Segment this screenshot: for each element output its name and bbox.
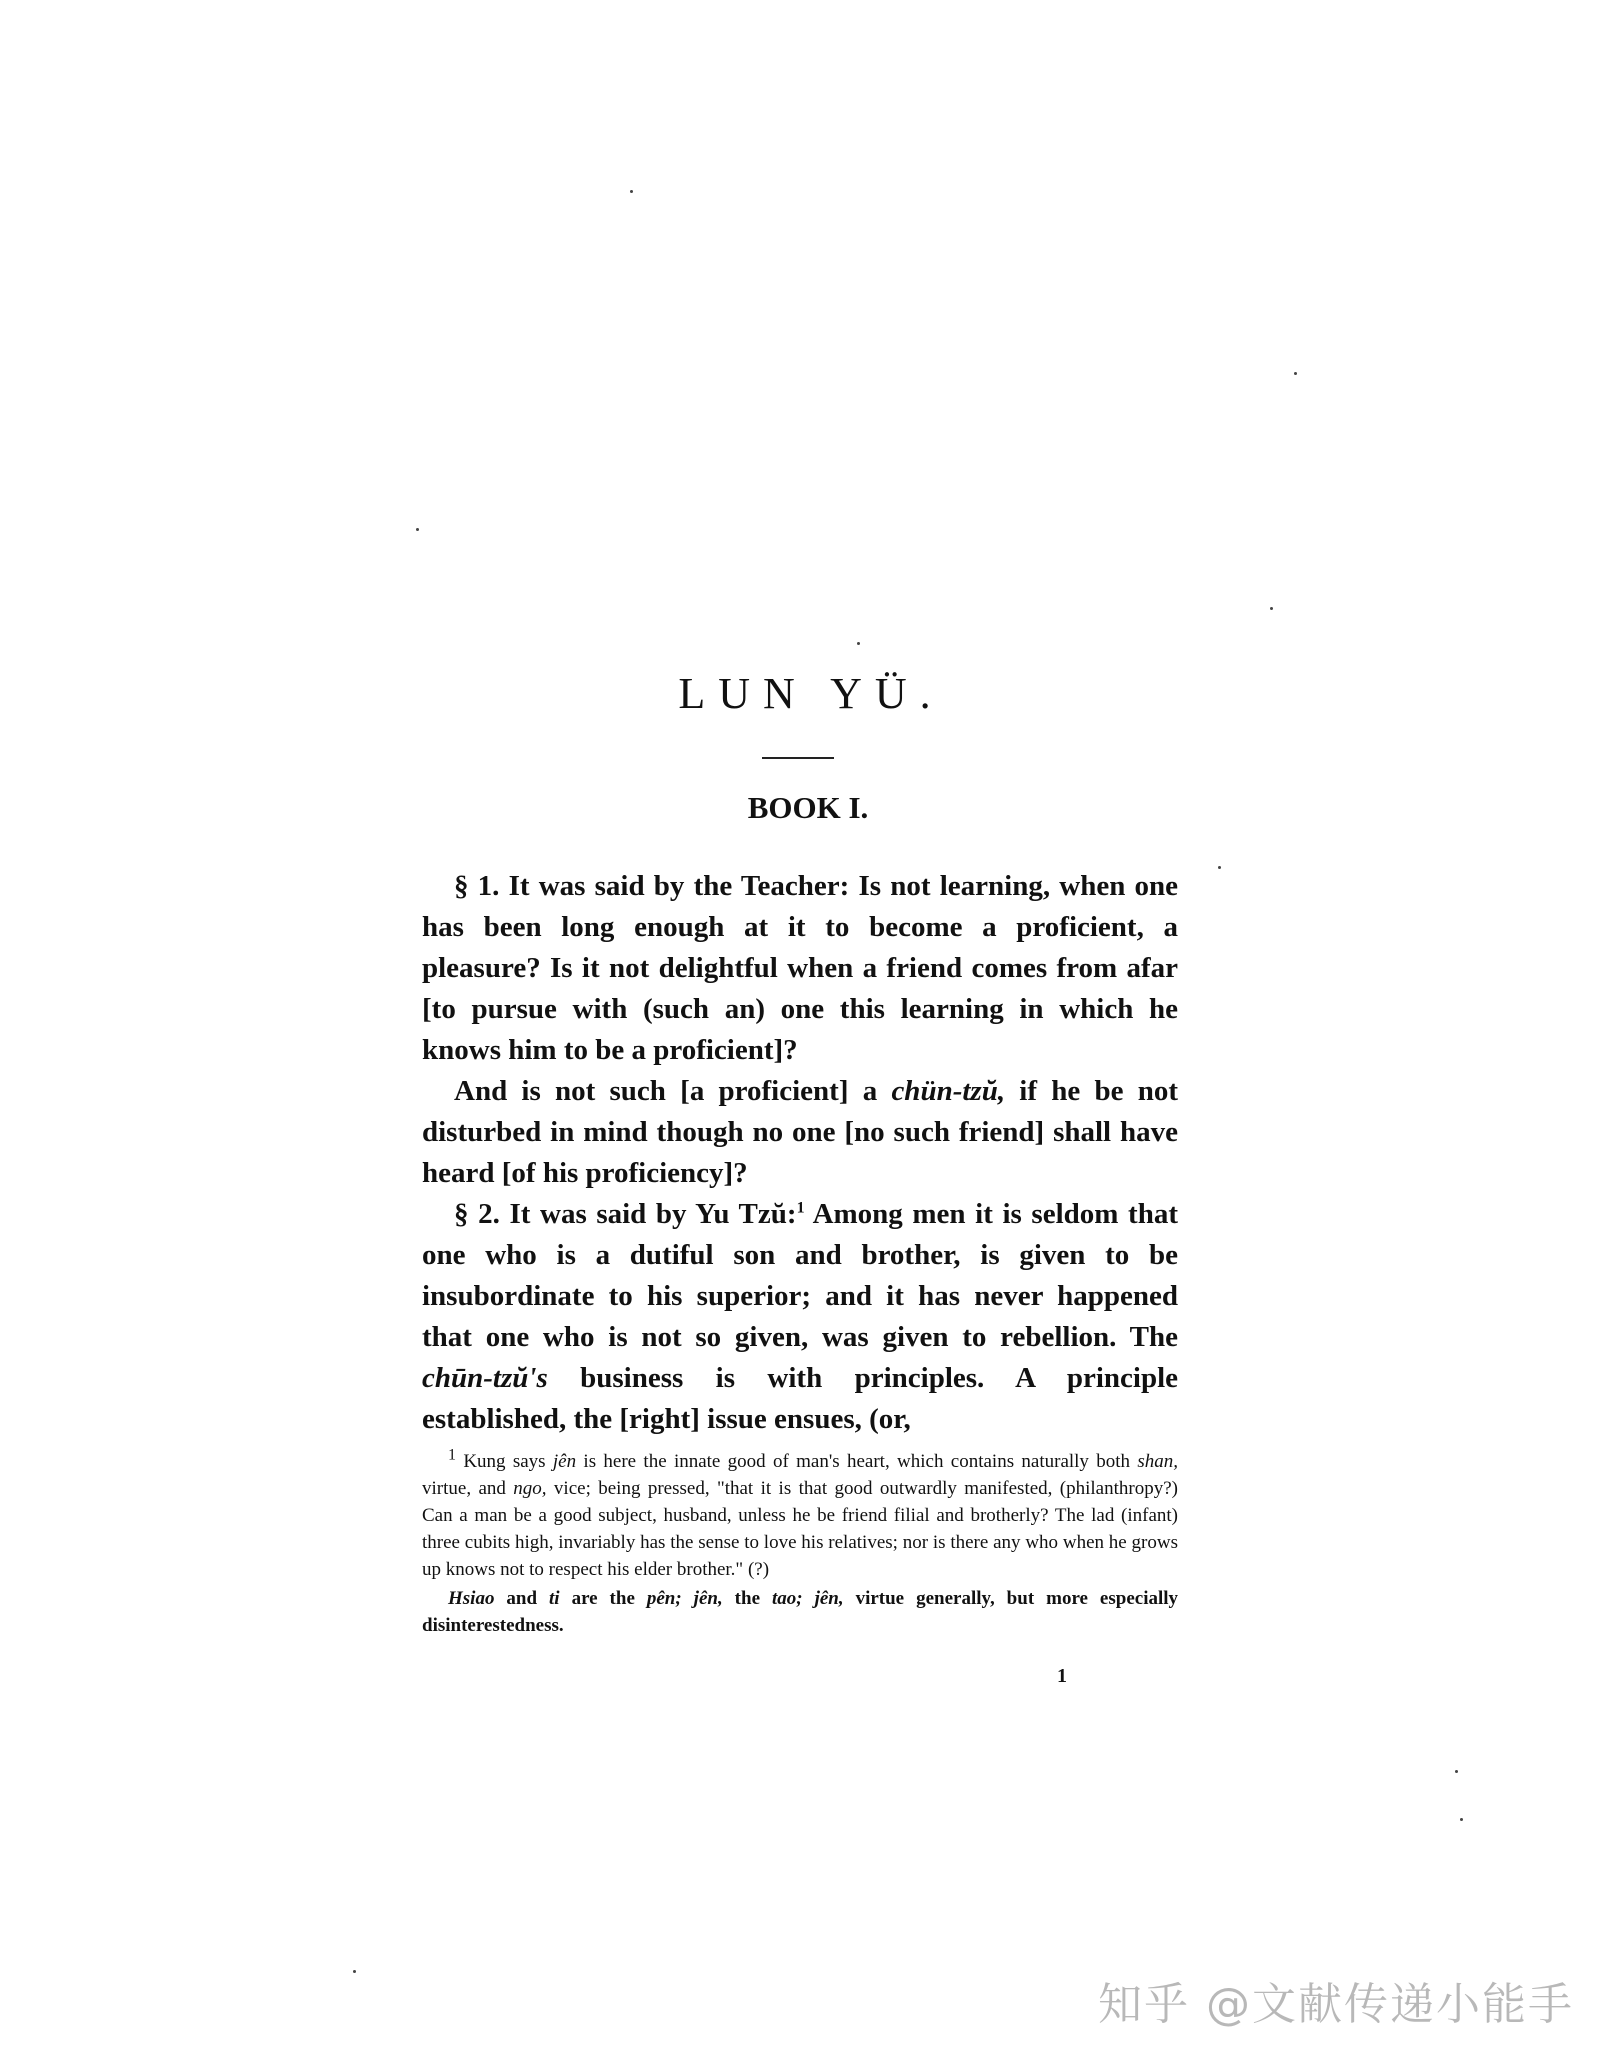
- italic-term: jên: [552, 1451, 577, 1472]
- footnote-text: are the: [559, 1588, 647, 1609]
- footnote-text: vice; being pressed, "that it is that good outwardly manifested, (philanthropy?) Can a man be a good subject, husband, unless he be friend filial and brotherly? The lad (infant) three cubits high, invariably has the sense to love his relatives; nor is there any who when he grows up knows not to respect his elder brother." (?): [422, 1478, 1178, 1580]
- italic-term: shan,: [1137, 1451, 1178, 1472]
- watermark: 知乎 @文献传递小能手: [1098, 1979, 1574, 2030]
- italic-term: chūn-tzŭ's: [422, 1362, 548, 1394]
- footnotes: [422, 1448, 1178, 1639]
- italic-term: ti: [549, 1588, 560, 1609]
- scan-speck: [1460, 1818, 1463, 1821]
- scan-speck: [416, 528, 419, 531]
- footnote-text: Kung says: [456, 1451, 553, 1472]
- italic-term: tao;: [771, 1588, 803, 1609]
- scan-speck: [1294, 372, 1297, 375]
- italic-term: jên,: [693, 1588, 723, 1609]
- footnote-1: [422, 1448, 1178, 1583]
- scan-speck: [353, 1970, 356, 1973]
- paragraph-chun-tzu: [422, 1071, 1178, 1194]
- paragraph-text: if he be not disturbed in mind though no one [no such friend] shall have heard [of his proficiency]?: [422, 1075, 1178, 1189]
- page-number: 1: [1057, 1665, 1067, 1687]
- paragraph-text: Among men it is seldom that one who is a dutiful son and brother, is given to be insubordinate to his superior; and it has never happened that one who is not so given, was given to rebellion. The: [422, 1198, 1178, 1353]
- footnote-text: the: [722, 1588, 772, 1609]
- footnote-text: [682, 1588, 694, 1609]
- scan-speck: [630, 190, 633, 193]
- italic-term: ngo,: [513, 1478, 547, 1499]
- scan-speck: [1218, 866, 1221, 869]
- scan-speck: [1270, 607, 1273, 610]
- paragraph-text: business is with principles. A principle established, the [right] issue ensues, (or,: [422, 1362, 1178, 1435]
- footnote-text: virtue, and: [422, 1478, 514, 1499]
- main-text: [422, 866, 1178, 1440]
- scan-speck: [857, 642, 860, 645]
- italic-term: chün-tzŭ,: [891, 1075, 1006, 1107]
- footnote-text: virtue generally, but more especially disinterestedness.: [422, 1588, 1179, 1636]
- footnote-text: and: [494, 1588, 550, 1609]
- paragraph-text: § 2. It was said by Yu Tzŭ:: [454, 1198, 797, 1230]
- paragraph-section-1: § 1. It was said by the Teacher: Is not learning, when one has been long enough at it to become a proficient, a pleasure? Is it not delightful when a friend comes from afar [to pursue with (such an) one this learning in which he knows him to be a proficient]?: [422, 870, 1178, 1066]
- footnote-number: 1: [448, 1446, 456, 1464]
- footnote-text: is here the innate good of man's heart, which contains naturally both: [576, 1451, 1138, 1472]
- footnote-marker: 1: [796, 1199, 805, 1217]
- scan-speck: [1455, 1770, 1458, 1773]
- title-divider: [762, 757, 834, 759]
- footnote-2: [422, 1585, 1178, 1639]
- italic-term: Hsiao: [448, 1588, 495, 1609]
- page-title: LUN YÜ.: [678, 669, 944, 718]
- paragraph-text: And is not such [a proficient] a: [454, 1075, 892, 1107]
- paragraph-section-2: [422, 1194, 1178, 1440]
- italic-term: jên,: [814, 1588, 844, 1609]
- book-heading: BOOK I.: [747, 790, 869, 825]
- italic-term: pên;: [646, 1588, 682, 1609]
- footnote-text: [803, 1588, 815, 1609]
